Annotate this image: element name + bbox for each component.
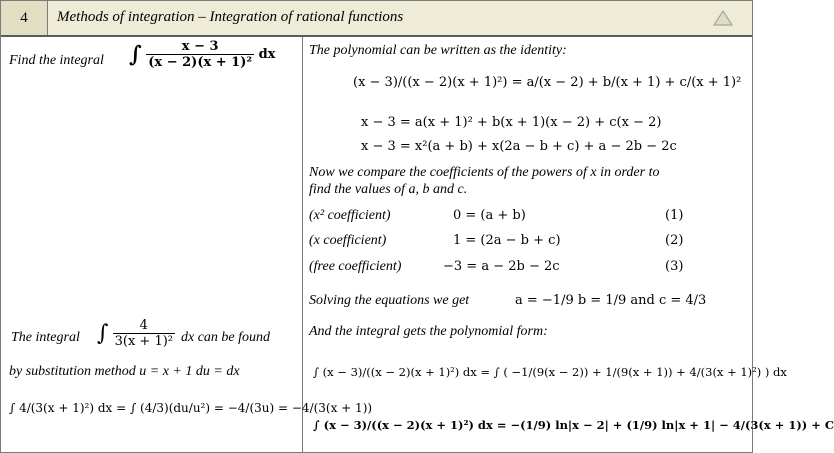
- sub-frac-num: 4: [113, 318, 175, 334]
- solve-text: Solving the equations we get: [309, 293, 470, 308]
- coef-tag: (2): [665, 233, 684, 248]
- sub-frac-den: 3(x + 1)²: [114, 334, 173, 349]
- integral-sign: ∫: [97, 321, 109, 346]
- sub-intro-2: dx can be found: [181, 330, 271, 345]
- coef-equation: 0 = (a + b): [453, 208, 526, 223]
- equation-line-2: x − 3 = x²(a + b) + x(2a − b + c) + a − 2b − 2c: [361, 139, 677, 154]
- triangle-up-icon[interactable]: [713, 10, 733, 26]
- prompt-fraction: [146, 39, 254, 70]
- prompt-denominator: (x − 2)(x + 1)²: [148, 55, 253, 70]
- problem-number: 4: [1, 1, 48, 35]
- identity-intro: The polynomial can be written as the identity:: [309, 43, 567, 58]
- integral-line-1: ∫ (x − 3)/((x − 2)(x + 1)²) dx = ∫ ( −1/(9(x − 2)) + 1/(9(x + 1)) + 4/(3(x + 1)²) ) dx: [313, 365, 787, 379]
- sub-integral: [97, 318, 175, 349]
- compare-text-1: Now we compare the coefficients of the powers of x in order to: [309, 165, 660, 180]
- coef-tag: (3): [665, 259, 684, 274]
- integral-line-2: ∫ (x − 3)/((x − 2)(x + 1)²) dx = −(1/9) ln|x − 2| + (1/9) ln|x + 1| − 4/(3(x + 1)) + C: [313, 418, 834, 432]
- sub-result: ∫ 4/(3(x + 1)²) dx = ∫ (4/3)(du/u²) = −4/(3u) = −4/(3(x + 1)): [9, 401, 373, 415]
- right-column: [303, 37, 834, 452]
- sub-intro-1: The integral: [11, 330, 80, 345]
- prompt-dx: dx: [258, 47, 276, 62]
- integral-intro: And the integral gets the polynomial form:: [309, 324, 548, 339]
- problem-title: Methods of integration – Integration of rational functions: [57, 9, 404, 25]
- coef-tag: (1): [665, 208, 684, 223]
- sub-fraction: [113, 318, 175, 349]
- prompt-numerator: x − 3: [146, 39, 254, 55]
- solve-values: a = −1/9 b = 1/9 and c = 4/3: [515, 293, 707, 308]
- coef-label: (x² coefficient): [309, 208, 391, 223]
- identity-equation: (x − 3)/((x − 2)(x + 1)²) = a/(x − 2) + b/(x + 1) + c/(x + 1)²: [353, 75, 742, 90]
- card-header: [1, 1, 752, 37]
- coef-equation: 1 = (2a − b + c): [453, 233, 561, 248]
- coef-label: (free coefficient): [309, 259, 402, 274]
- coef-equation: −3 = a − 2b − 2c: [443, 259, 560, 274]
- compare-text-2: find the values of a, b and c.: [309, 182, 468, 197]
- coef-label: (x coefficient): [309, 233, 387, 248]
- prompt-text: Find the integral: [9, 53, 104, 68]
- prompt-integral: [129, 39, 275, 70]
- sub-method: by substitution method u = x + 1 du = dx: [9, 364, 240, 379]
- equation-line-1: x − 3 = a(x + 1)² + b(x + 1)(x − 2) + c(x − 2): [361, 115, 662, 130]
- integral-sign: ∫: [129, 41, 142, 68]
